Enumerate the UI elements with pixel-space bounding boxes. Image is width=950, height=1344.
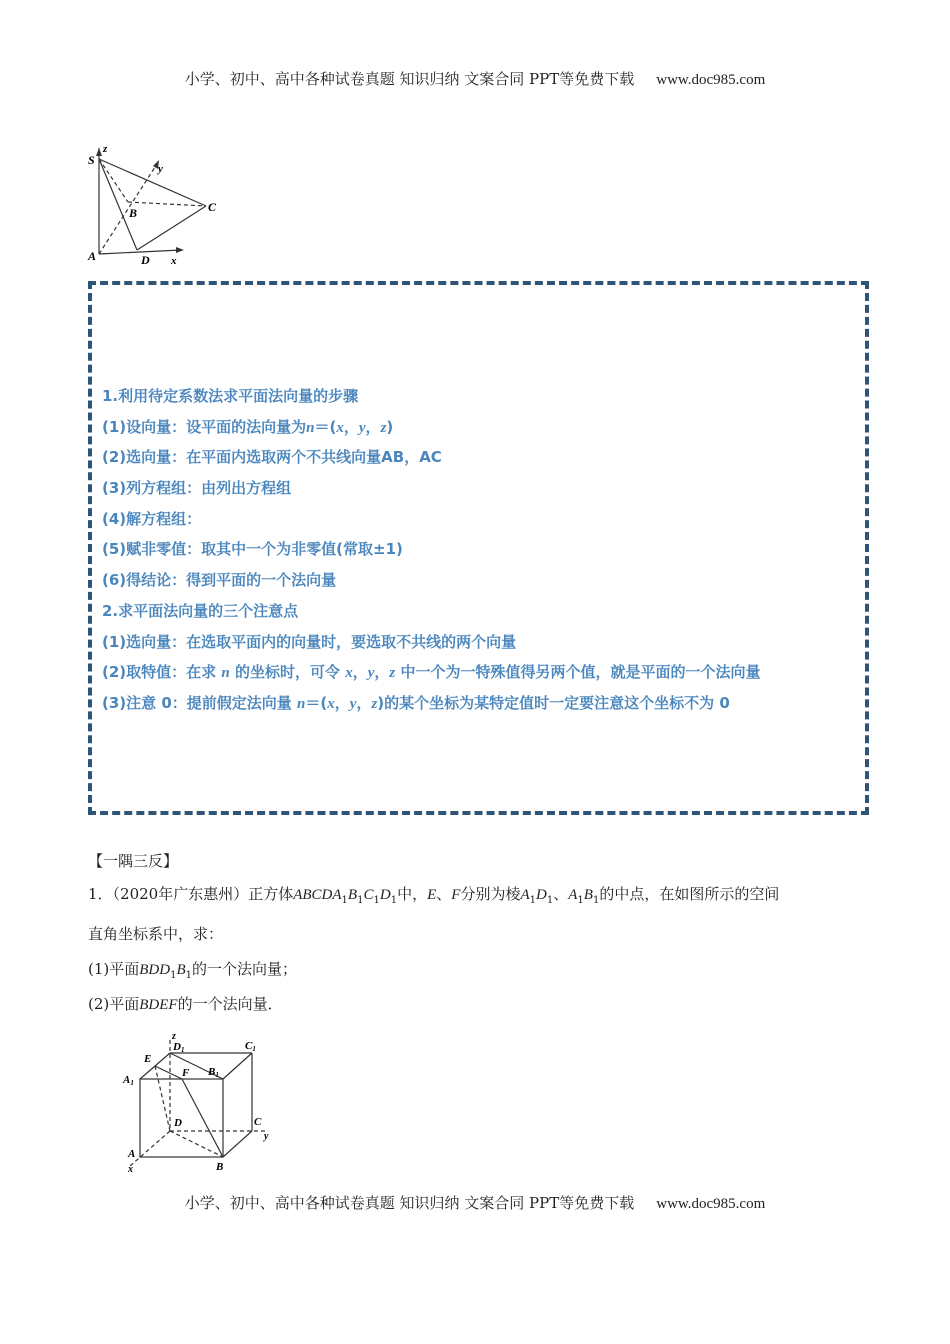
var-n: n <box>306 419 315 436</box>
tip-title-2: 2.求平面法向量的三个注意点 <box>102 601 299 620</box>
label-y: y <box>264 1131 269 1142</box>
label-B: B <box>216 1161 224 1173</box>
label-y: y <box>158 163 163 175</box>
q-cube-name: ABCDA <box>293 887 342 903</box>
q-point-E: E <box>427 887 437 903</box>
label-A: A <box>88 249 97 263</box>
label-C: C <box>208 200 217 214</box>
tip-point-1: (1)选向量：在选取平面内的向量时，要选取不共线的两个向量 <box>102 632 517 651</box>
tip-step-3: (3)列方程组：由列出方程组 <box>102 479 292 498</box>
question-1-sub-2 <box>88 993 283 1016</box>
diag-DB <box>170 1131 223 1157</box>
page-footer <box>0 1192 950 1213</box>
tip-step-6: (6)得结论：得到平面的一个法向量 <box>102 571 337 590</box>
tip-text: ， <box>352 663 368 682</box>
label-E: E <box>144 1053 152 1065</box>
q-text: 1．（2020年广东惠州）正方体 <box>88 885 294 903</box>
tip-text: ， <box>343 417 359 436</box>
header-text: 小学、初中、高中各种试卷真题 知识归纳 文案合同 PPT等免费下载 <box>184 70 635 88</box>
seg-FB <box>182 1079 223 1157</box>
label-B1 <box>207 1066 219 1079</box>
tip-title-1: 1.利用待定系数法求平面法向量的步骤 <box>102 387 359 405</box>
label-x: x <box>171 255 177 265</box>
var-y: y <box>349 695 357 712</box>
label-sub: 1 <box>215 1071 219 1079</box>
var-x: x <box>327 695 335 712</box>
seg-EF <box>155 1066 182 1079</box>
var-n: n <box>221 665 230 682</box>
label-x: x <box>128 1164 133 1174</box>
tip-text: (1)设向量：设平面的法向量为 <box>102 417 307 436</box>
label-B1-text: B <box>208 1066 216 1078</box>
q-text: (2)平面 <box>88 995 140 1013</box>
footer-site: www.doc985.com <box>656 1196 766 1212</box>
label-A: A <box>128 1148 136 1160</box>
seg-ED <box>155 1066 170 1131</box>
cube-figure <box>118 1022 283 1174</box>
var-y: y <box>358 419 366 436</box>
q-text: (1)平面 <box>88 960 140 978</box>
label-D1-text: D <box>173 1041 181 1053</box>
edge-BC <box>128 202 206 206</box>
label-F: F <box>182 1067 190 1079</box>
y-axis <box>99 164 157 254</box>
tip-step-2: (2)选向量：在平面内选取两个不共线向量AB，AC <box>102 448 442 467</box>
label-A1 <box>122 1074 134 1087</box>
label-C1-text: C <box>245 1040 253 1052</box>
label-D1 <box>172 1041 184 1054</box>
var-z: z <box>371 695 378 712</box>
label-B: B <box>129 206 138 220</box>
question-1-line-2: 直角坐标系中，求： <box>88 925 224 943</box>
label-C: C <box>254 1116 262 1128</box>
tip-text: (2)取特值：在求 <box>102 663 217 682</box>
tip-step-1 <box>102 412 862 443</box>
q-text: 的一个法向量； <box>192 960 298 978</box>
edge-DC <box>137 206 206 250</box>
tip-text: ， <box>356 693 372 712</box>
label-S: S <box>88 153 95 167</box>
tip-text: ， <box>365 417 381 436</box>
pyramid-figure <box>84 140 234 265</box>
q-plane: BDEF <box>139 997 178 1013</box>
x-axis-arrow <box>176 247 184 253</box>
header-site: www.doc985.com <box>656 72 766 88</box>
tip-text: )的某个坐标为某特定值时一定要注意这个坐标不为 0 <box>377 693 730 712</box>
page-header <box>0 68 950 89</box>
label-sub: 1 <box>252 1045 256 1053</box>
label-z: z <box>103 143 108 155</box>
q-text: 中， <box>397 885 428 903</box>
var-y: y <box>367 665 375 682</box>
tip-step-5: (5)赋非零值：取其中一个为非零值(常取±1) <box>102 540 403 559</box>
tip-text: ＝( <box>314 417 337 436</box>
tip-text: 的坐标时，可令 <box>234 663 340 682</box>
label-z: z <box>172 1031 176 1042</box>
label-A1-text: A <box>123 1074 131 1086</box>
z-axis-arrow <box>96 148 102 156</box>
question-1-line-1: 1．（2020年广东惠州）正方体$ABCDA_1B_1C_1D_1$中，E、F分别为棱$A_1D_1$、$A_1B_1$的中点，在如图所示的空间 <box>88 885 780 906</box>
x-axis <box>99 250 181 254</box>
tip-text: ， <box>334 693 350 712</box>
var-n: n <box>297 695 306 712</box>
x-axis <box>130 1131 170 1166</box>
q-text: 的一个法向量． <box>177 995 283 1013</box>
q-text: 、 <box>436 885 452 903</box>
tip-text: ) <box>386 417 394 436</box>
tip-text: (3)注意 0：提前假定法向量 <box>102 693 292 712</box>
question-1-sub-1: (1)平面$BDD_1B_1$的一个法向量； <box>88 960 298 981</box>
q-text: 、 <box>553 885 569 903</box>
edge-B1-C1 <box>223 1053 252 1079</box>
tip-text: ＝( <box>305 693 328 712</box>
tip-point-3 <box>102 688 862 719</box>
var-z: z <box>380 419 387 436</box>
label-C1 <box>245 1040 256 1053</box>
section-heading: 【一隅三反】 <box>88 852 179 870</box>
var-x: x <box>345 665 353 682</box>
tip-text: 中一个为一特殊值得另两个值，就是平面的一个法向量 <box>400 663 761 682</box>
q-point-F: F <box>451 887 461 903</box>
tip-content <box>102 381 862 719</box>
q-text: 的中点，在如图所示的空间 <box>599 885 780 903</box>
label-sub: 1 <box>130 1079 134 1087</box>
q-text: 分别为棱 <box>460 885 521 903</box>
footer-text: 小学、初中、高中各种试卷真题 知识归纳 文案合同 PPT等免费下载 <box>184 1194 635 1212</box>
var-x: x <box>336 419 344 436</box>
label-D: D <box>141 253 150 265</box>
label-D: D <box>174 1117 182 1129</box>
tip-step-4: (4)解方程组： <box>102 509 202 528</box>
var-z: z <box>389 665 396 682</box>
label-sub: 1 <box>180 1046 185 1054</box>
edge-B-C <box>223 1131 252 1157</box>
tip-point-2 <box>102 657 862 688</box>
tip-text: ， <box>374 663 390 682</box>
q-edge-A1D1: A <box>520 887 530 903</box>
q-plane: BDD <box>139 962 171 978</box>
